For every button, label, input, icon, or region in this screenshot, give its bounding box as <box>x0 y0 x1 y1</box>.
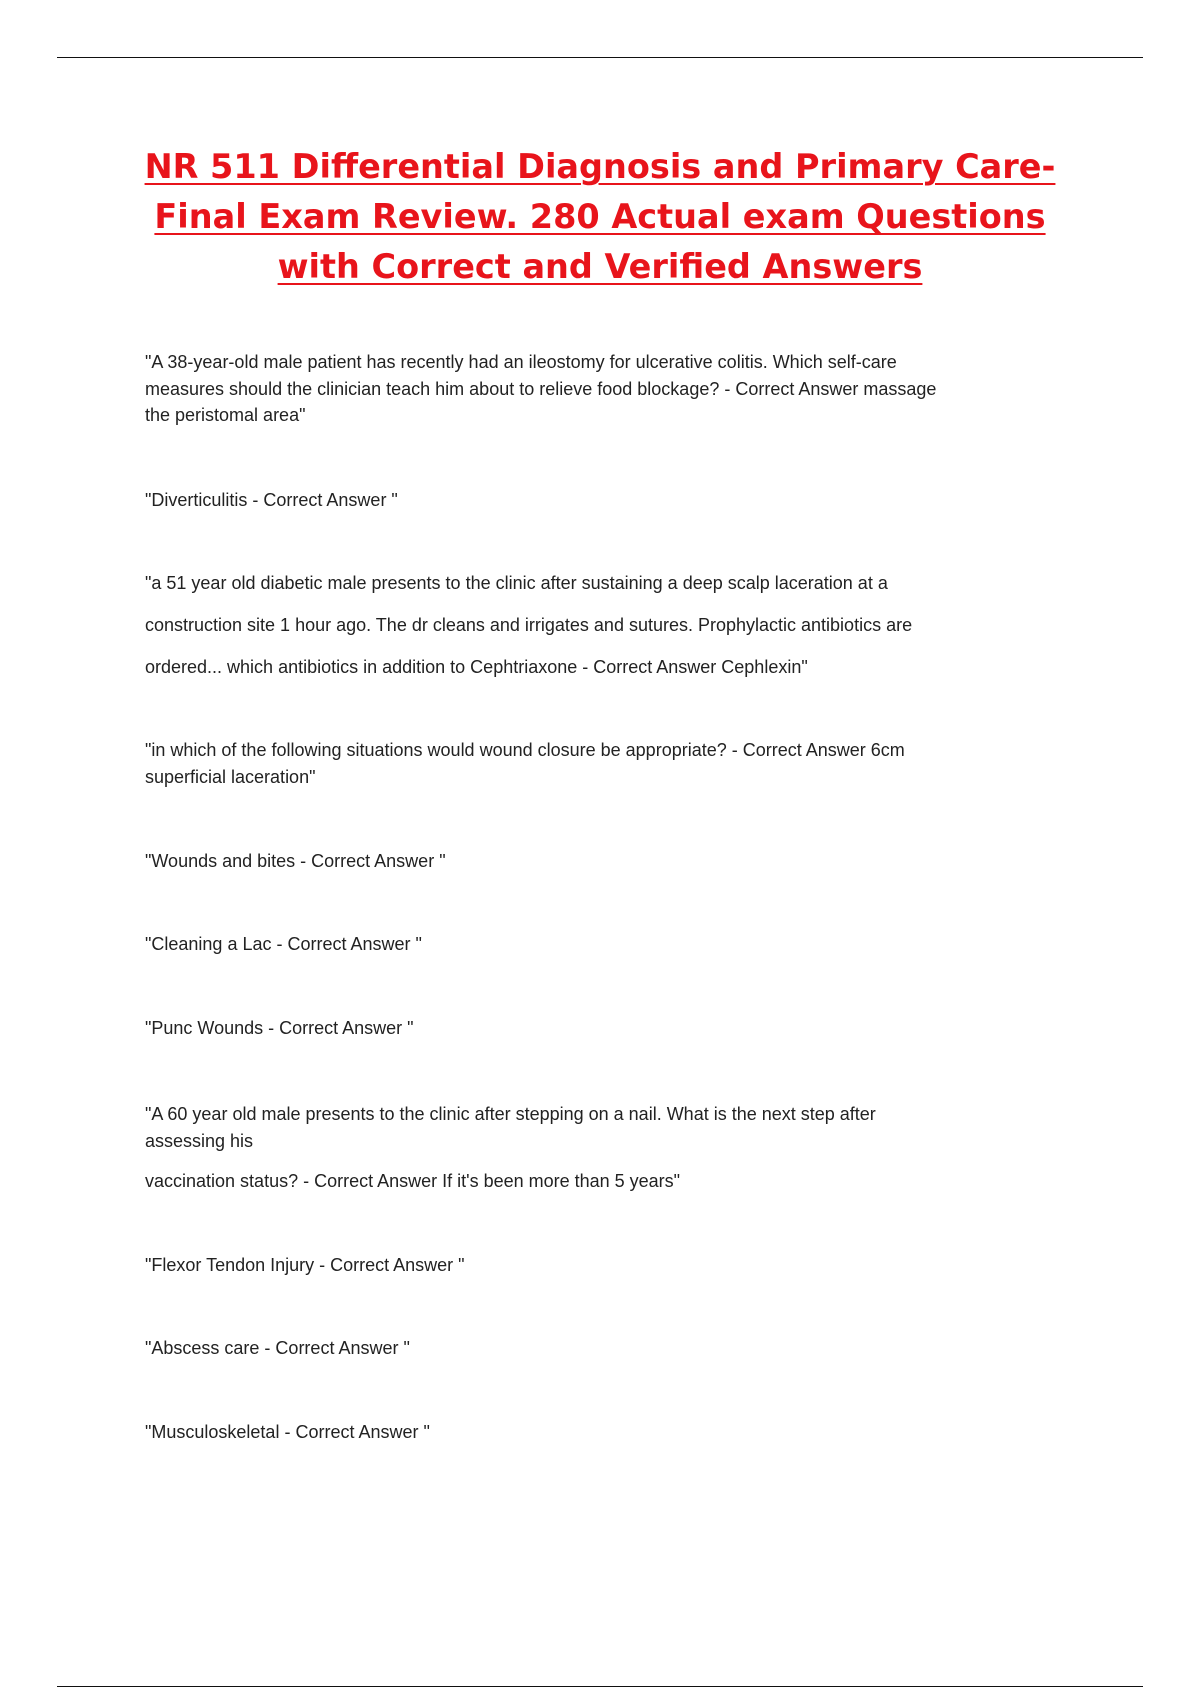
qa-line: "Flexor Tendon Injury - Correct Answer " <box>145 1255 465 1275</box>
document-title <box>100 142 1100 292</box>
qa-line: construction site 1 hour ago. The dr cleans and irrigates and sutures. Prophylactic antibiotics are <box>145 615 913 635</box>
qa-item-punc-wounds <box>145 1015 1065 1042</box>
qa-item-abscess-care <box>145 1335 1065 1362</box>
qa-line: "a 51 year old diabetic male presents to the clinic after sustaining a deep scalp laceration at a <box>145 573 888 593</box>
qa-line: "Diverticulitis - Correct Answer " <box>145 490 398 510</box>
qa-item-nail-step <box>145 1101 1065 1154</box>
qa-line: "Wounds and bites - Correct Answer " <box>145 851 446 871</box>
qa-line: ordered... which antibiotics in addition to Cephtriaxone - Correct Answer Cephlexin" <box>145 657 808 677</box>
footer-rule <box>57 1686 1143 1687</box>
qa-line: "Cleaning a Lac - Correct Answer " <box>145 934 422 954</box>
qa-item-ileostomy <box>145 349 1065 429</box>
qa-item-cleaning-lac <box>145 931 1065 958</box>
qa-line: assessing his <box>145 1130 254 1151</box>
qa-line: "Abscess care - Correct Answer " <box>145 1338 410 1358</box>
qa-item-wounds-bites <box>145 848 1065 875</box>
qa-item-scalp-laceration <box>145 562 1065 688</box>
qa-item-vaccination <box>145 1168 1065 1195</box>
qa-item-flexor-tendon <box>145 1252 1065 1279</box>
qa-line: measures should the clinician teach him about to relieve food blockage? - Correct Answer massage <box>145 378 937 399</box>
qa-line: "Punc Wounds - Correct Answer " <box>145 1018 414 1038</box>
qa-line: "A 60 year old male presents to the clinic after stepping on a nail. What is the next step after <box>145 1104 876 1124</box>
qa-line: "in which of the following situations would wound closure be appropriate? - Correct Answer 6cm <box>145 740 905 760</box>
title-line: Final Exam Review. 280 Actual exam Questions <box>154 197 1046 236</box>
qa-item-diverticulitis <box>145 487 1065 514</box>
qa-line: "A 38-year-old male patient has recently had an ileostomy for ulcerative colitis. Which self-care <box>145 352 897 372</box>
qa-line: "Musculoskeletal - Correct Answer " <box>145 1422 430 1442</box>
title-line: NR 511 Differential Diagnosis and Primary Care- <box>144 147 1056 186</box>
qa-item-wound-closure <box>145 737 1065 790</box>
qa-item-musculoskeletal <box>145 1419 1065 1446</box>
qa-line: the peristomal area" <box>145 405 306 425</box>
header-rule <box>57 57 1143 58</box>
qa-line: superficial laceration" <box>145 766 316 787</box>
qa-line: vaccination status? - Correct Answer If it's been more than 5 years" <box>145 1171 681 1191</box>
title-line: with Correct and Verified Answers <box>277 247 923 286</box>
